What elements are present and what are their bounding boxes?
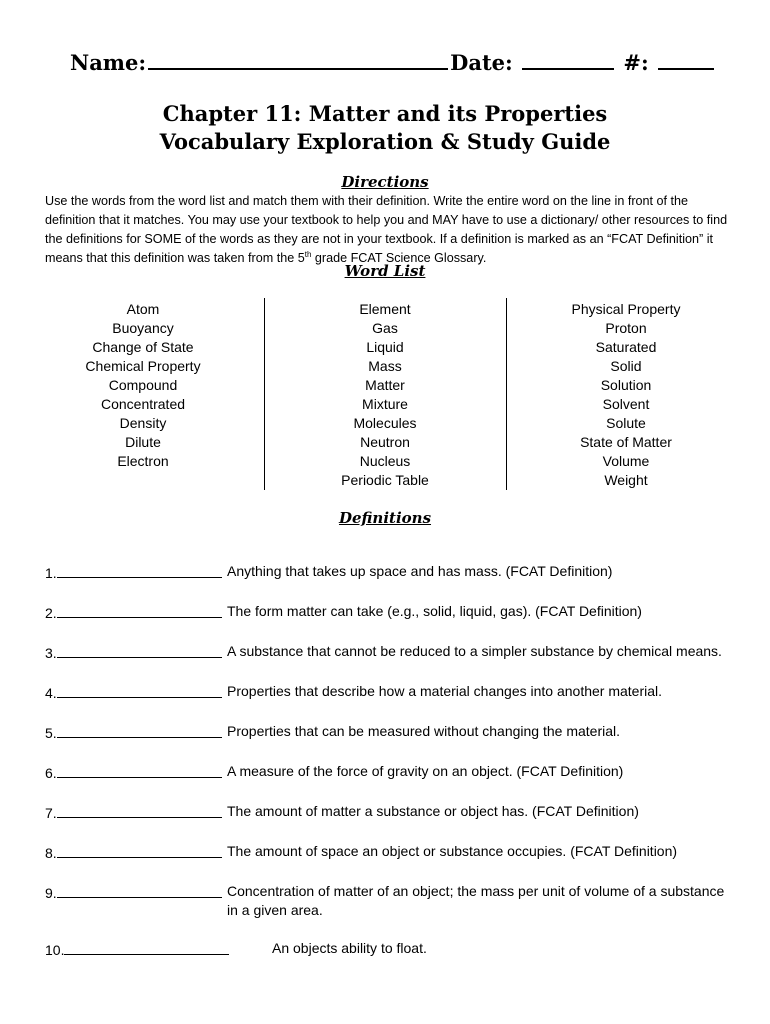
definition-text: A measure of the force of gravity on an object. (FCAT Definition) — [227, 763, 624, 779]
word-list-item: Gas — [372, 320, 398, 336]
word-list-item: Nucleus — [359, 453, 411, 469]
answer-blank[interactable] — [57, 602, 222, 618]
word-list-item: Physical Property — [571, 301, 681, 317]
definition-text: The amount of matter a substance or object has. (FCAT Definition) — [227, 803, 639, 819]
definition-row — [45, 722, 735, 743]
definition-row — [45, 939, 735, 960]
word-list-item: Solvent — [602, 396, 650, 412]
definition-number: 2. — [45, 605, 57, 621]
word-list-item: State of Matter — [580, 434, 672, 450]
definition-number: 4. — [45, 685, 57, 701]
definition-text: Anything that takes up space and has mass. (FCAT Definition) — [227, 563, 613, 579]
definition-number: 5. — [45, 725, 57, 741]
word-list-item: Chemical Property — [85, 358, 201, 374]
answer-blank[interactable] — [57, 762, 222, 778]
definition-text: The form matter can take (e.g., solid, liquid, gas). (FCAT Definition) — [227, 603, 642, 619]
word-list-item: Dilute — [125, 434, 161, 450]
word-list-item: Density — [119, 415, 167, 431]
page-subtitle: Vocabulary Exploration & Study Guide — [159, 129, 611, 154]
answer-blank[interactable] — [57, 642, 222, 658]
definition-text: The amount of space an object or substance occupies. (FCAT Definition) — [227, 843, 678, 859]
directions-heading: Directions — [341, 173, 429, 191]
header-fields — [70, 50, 710, 75]
answer-blank[interactable] — [64, 939, 229, 955]
definition-text: Concentration of matter of an object; the mass per unit of volume of a substance in a given area. — [227, 883, 725, 918]
word-list-item: Volume — [602, 453, 650, 469]
word-list-column-3 — [506, 300, 746, 490]
definition-number: 7. — [45, 805, 57, 821]
answer-blank[interactable] — [57, 842, 222, 858]
word-list-column-2 — [265, 300, 505, 490]
answer-blank[interactable] — [57, 722, 222, 738]
directions-text — [45, 192, 735, 268]
word-list-item: Periodic Table — [341, 472, 429, 488]
date-label: Date: — [450, 50, 513, 75]
word-list-heading: Word List — [344, 262, 426, 280]
word-list-item: Change of State — [92, 339, 194, 355]
word-list-item: Neutron — [360, 434, 410, 450]
definitions-list — [45, 562, 735, 979]
definition-text: A substance that cannot be reduced to a simpler substance by chemical means. — [227, 643, 722, 659]
answer-blank[interactable] — [57, 882, 222, 898]
word-list-item: Atom — [126, 301, 160, 317]
answer-blank[interactable] — [57, 682, 222, 698]
name-blank[interactable] — [148, 50, 448, 70]
definition-row — [45, 882, 735, 920]
number-blank[interactable] — [658, 50, 714, 70]
word-list-item: Solid — [610, 358, 642, 374]
definition-row — [45, 842, 735, 863]
definition-row — [45, 602, 735, 623]
word-list-item: Element — [359, 301, 411, 317]
word-list-item: Saturated — [595, 339, 657, 355]
word-list-item: Mass — [368, 358, 402, 374]
word-list-item: Molecules — [353, 415, 417, 431]
definition-number: 8. — [45, 845, 57, 861]
date-blank[interactable] — [522, 50, 614, 70]
name-label: Name: — [70, 50, 147, 75]
definition-row — [45, 762, 735, 783]
answer-blank[interactable] — [57, 562, 222, 578]
definition-row — [45, 682, 735, 703]
word-list-item: Concentrated — [100, 396, 186, 412]
answer-blank[interactable] — [57, 802, 222, 818]
definition-number: 6. — [45, 765, 57, 781]
word-list-item: Proton — [605, 320, 647, 336]
definition-number: 9. — [45, 885, 57, 901]
definition-text: Properties that describe how a material changes into another material. — [227, 683, 663, 699]
number-label: #: — [623, 50, 649, 75]
definitions-heading: Definitions — [338, 509, 432, 527]
word-list-item: Mixture — [362, 396, 408, 412]
word-list-item: Matter — [365, 377, 405, 393]
definition-row — [45, 642, 735, 663]
word-list-column-1 — [23, 300, 263, 471]
word-list-item: Solute — [606, 415, 646, 431]
definition-text: An objects ability to float. — [272, 940, 427, 956]
word-list-item: Buoyancy — [112, 320, 174, 336]
definition-row — [45, 802, 735, 823]
definition-number: 10. — [45, 942, 65, 958]
page-title: Chapter 11: Matter and its Properties — [162, 101, 608, 126]
definition-number: 3. — [45, 645, 57, 661]
word-list-item: Solution — [600, 377, 652, 393]
definition-number: 1. — [45, 565, 57, 581]
directions-body: Use the words from the word list and match them with their definition. Write the entire word on the line in front of the definition that it matches. You may use your textbook to help you and MAY have to use a dictionary/ other resources to find the definitions for SOME of the words as they are not in your textbook. If a definition is marked as an “FCAT Definition” it means that this definition was taken from the 5 — [45, 194, 728, 265]
definition-row — [45, 562, 735, 583]
word-list-item: Weight — [604, 472, 648, 488]
word-list-item: Compound — [108, 377, 178, 393]
directions-superscript: th — [304, 249, 312, 259]
word-list-item: Electron — [117, 453, 169, 469]
word-list-item: Liquid — [366, 339, 404, 355]
definition-text: Properties that can be measured without changing the material. — [227, 723, 621, 739]
directions-body-end: grade FCAT Science Glossary. — [311, 251, 487, 265]
